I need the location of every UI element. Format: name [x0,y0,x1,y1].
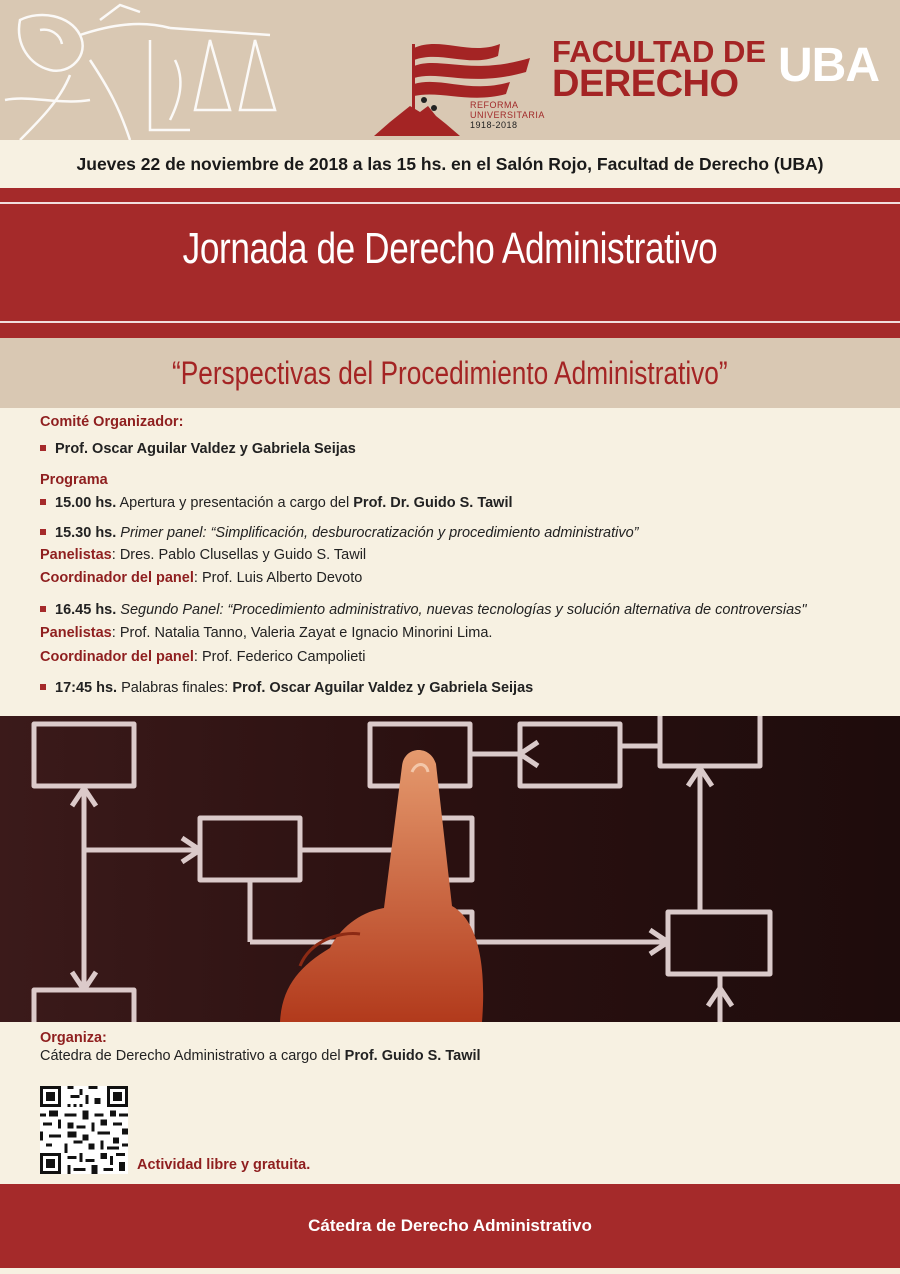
faculty-title-line1: FACULTAD DE [552,34,767,69]
date-bar [0,140,900,188]
bullet-icon [40,499,46,505]
faculty-title-line2: DERECHO [552,63,739,105]
event-date: Jueves 22 de noviembre de 2018 a las 15 hs. en el Salón Rojo, Facultad de Derecho (UBA) [76,153,824,174]
committee-members: Prof. Oscar Aguilar Valdez y Gabriela Seijas [40,441,356,457]
organizer-text: Cátedra de Derecho Administrativo a cargo del Prof. Guido S. Tawil [40,1048,481,1064]
committee-heading: Comité Organizador: [40,414,184,430]
faculty-title [552,34,767,105]
subtitle-band [0,338,900,408]
justice-statue-illustration [0,0,300,140]
organizer-heading: Organiza: [40,1030,107,1046]
bullet-icon [40,529,46,535]
flowchart-hand-photo [0,716,900,1022]
program-item-2-panelists: Panelistas: Dres. Pablo Clusellas y Guido S. Tawil [40,547,367,563]
footer-band [0,1184,900,1268]
qr-code[interactable] [40,1086,128,1174]
event-subtitle: “Perspectivas del Procedimiento Administrativo” [172,354,728,391]
bullet-icon [40,445,46,451]
free-activity-note: Actividad libre y gratuita. [137,1157,311,1173]
uba-logo-text: UBA [778,39,879,92]
program-heading: Programa [40,472,108,488]
program-item-3: 16.45 hs. Segundo Panel: “Procedimiento administrativo, nuevas tecnologías y solución alternativa de controversias" [40,602,807,618]
program-item-1: 15.00 hs. Apertura y presentación a cargo del Prof. Dr. Guido S. Tawil [40,495,513,511]
reforma-label: REFORMA UNIVERSITARIA 1918-2018 [470,100,545,130]
bullet-icon [40,606,46,612]
flowchart-illustration [0,716,900,1022]
organizer-section [40,1030,481,1064]
program-item-4: 17:45 hs. Palabras finales: Prof. Oscar Aguilar Valdez y Gabriela Seijas [40,680,533,696]
divider [0,321,900,323]
footer-label: Cátedra de Derecho Administrativo [308,1216,592,1235]
title-band [0,188,900,338]
header-banner [0,0,900,140]
program-item-2: 15.30 hs. Primer panel: “Simplificación, desburocratización y procedimiento administrativo” [40,525,639,541]
program-item-3-panelists: Panelistas: Prof. Natalia Tanno, Valeria Zayat e Ignacio Minorini Lima. [40,625,493,641]
divider [0,202,900,204]
program-item-2-coordinator: Coordinador del panel: Prof. Luis Alberto Devoto [40,570,363,586]
program-item-3-coordinator: Coordinador del panel: Prof. Federico Campolieti [40,649,366,665]
bullet-icon [40,684,46,690]
event-title: Jornada de Derecho Administrativo [182,224,718,273]
